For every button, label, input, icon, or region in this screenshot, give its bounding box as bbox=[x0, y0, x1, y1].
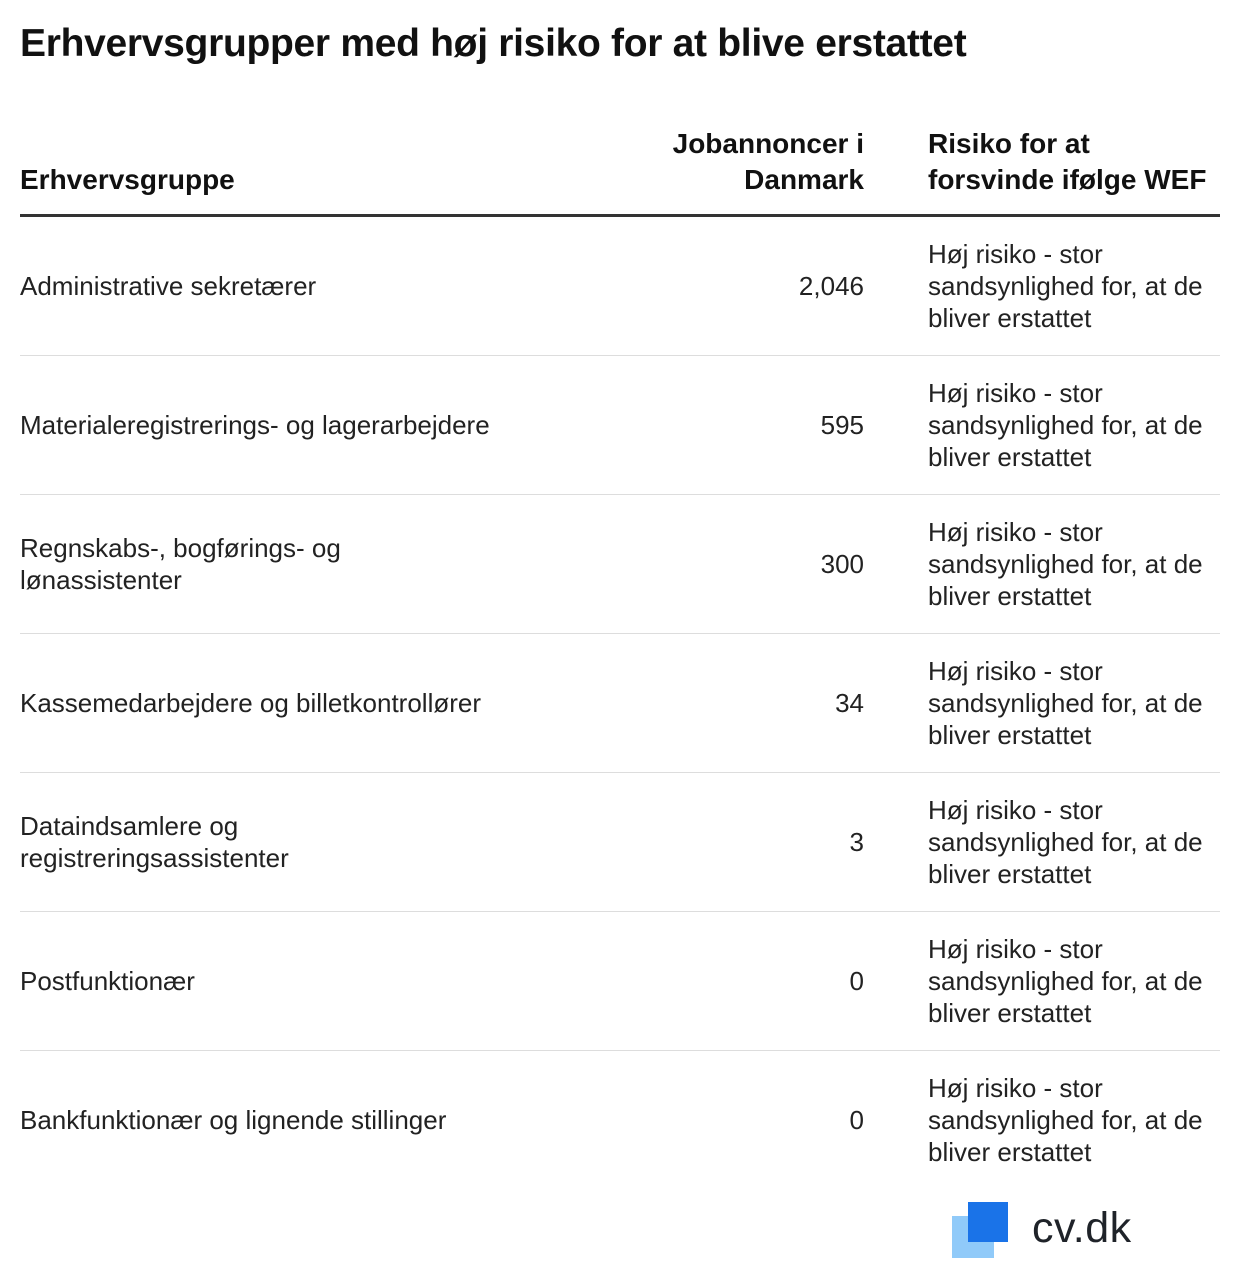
cell-jobs: 3 bbox=[849, 827, 864, 857]
chart-title: Erhvervsgrupper med høj risiko for at blive erstattet bbox=[20, 22, 967, 65]
cell-jobs: 0 bbox=[849, 1105, 864, 1135]
cv-dk-logo-text: cv.dk bbox=[1032, 1204, 1132, 1252]
cell-risk: Høj risiko - stor sandsynlighed for, at de bliver erstattet bbox=[928, 795, 1203, 889]
table-row bbox=[20, 1051, 1220, 1189]
cell-jobs: 300 bbox=[820, 549, 864, 579]
column-header-risk-line-2: forsvinde ifølge WEF bbox=[928, 164, 1207, 195]
cell-group: Materialeregistrerings- og lagerarbejdere bbox=[20, 410, 490, 440]
cell-jobs: 2,046 bbox=[798, 271, 864, 301]
table-row bbox=[20, 495, 1220, 634]
cell-risk: Høj risiko - stor sandsynlighed for, at de bliver erstattet bbox=[928, 934, 1203, 1028]
cell-jobs: 34 bbox=[835, 688, 864, 718]
column-header-risk-line-1: Risiko for at bbox=[928, 128, 1090, 159]
column-header-jobs-line-2: Danmark bbox=[744, 164, 864, 195]
cell-jobs: 0 bbox=[849, 966, 864, 996]
cell-risk: Høj risiko - stor sandsynlighed for, at de bliver erstattet bbox=[928, 1073, 1203, 1167]
cell-risk: Høj risiko - stor sandsynlighed for, at de bliver erstattet bbox=[928, 656, 1203, 750]
cell-group: Dataindsamlere og registreringsassistenter bbox=[20, 811, 289, 873]
cell-risk: Høj risiko - stor sandsynlighed for, at de bliver erstattet bbox=[928, 517, 1203, 611]
cell-group: Postfunktionær bbox=[20, 966, 195, 996]
table-row bbox=[20, 912, 1220, 1051]
column-header-jobs-line-1: Jobannoncer i bbox=[672, 128, 864, 159]
cell-group: Regnskabs-, bogførings- og lønassistenter bbox=[20, 533, 341, 595]
cell-group: Bankfunktionær og lignende stillinger bbox=[20, 1105, 447, 1135]
logo-mark-dark-square bbox=[968, 1202, 1008, 1242]
cell-group: Kassemedarbejdere og billetkontrollører bbox=[20, 688, 482, 718]
column-header-group: Erhvervsgruppe bbox=[20, 164, 235, 195]
table-row bbox=[20, 773, 1220, 912]
cell-group: Administrative sekretærer bbox=[20, 271, 317, 301]
data-table bbox=[20, 118, 1220, 1189]
table-row bbox=[20, 217, 1220, 356]
cv-dk-logo bbox=[952, 1202, 1142, 1258]
table-header bbox=[20, 118, 1220, 217]
column-header-risk bbox=[928, 126, 1228, 198]
cell-risk: Høj risiko - stor sandsynlighed for, at de bliver erstattet bbox=[928, 378, 1203, 472]
cell-jobs: 595 bbox=[820, 410, 864, 440]
table-row bbox=[20, 356, 1220, 495]
column-header-jobs bbox=[604, 126, 864, 198]
table-row bbox=[20, 634, 1220, 773]
cv-dk-logo-icon bbox=[952, 1202, 1008, 1258]
cell-risk: Høj risiko - stor sandsynlighed for, at de bliver erstattet bbox=[928, 239, 1203, 333]
